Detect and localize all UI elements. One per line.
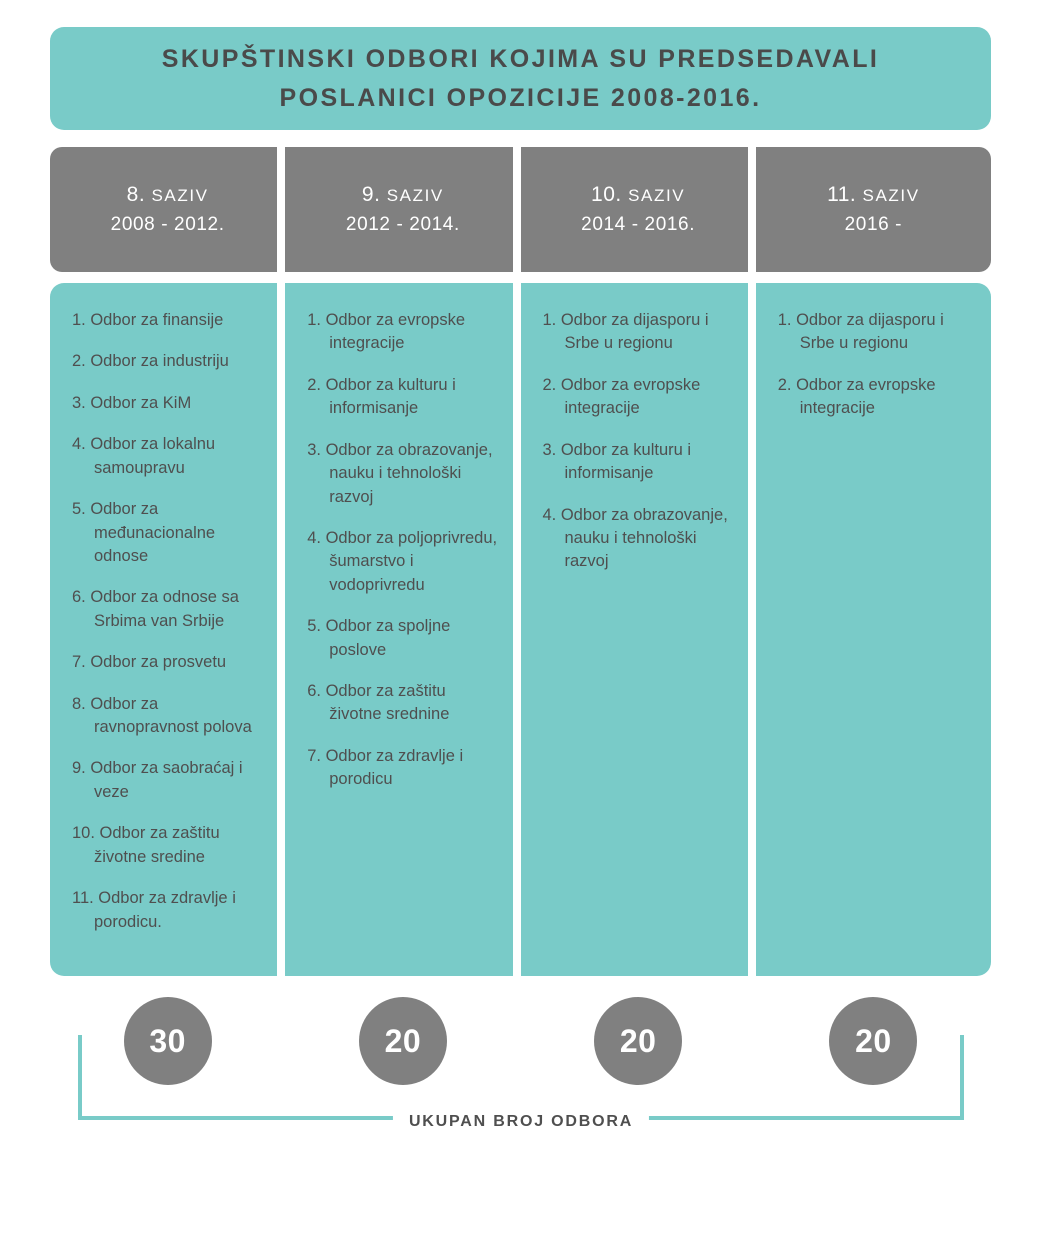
header-period-11: 2016 - xyxy=(844,214,903,235)
header-period-9: 2012 - 2014. xyxy=(345,214,460,235)
list-column-10 xyxy=(521,283,756,976)
header-number-10: 10. xyxy=(591,183,622,206)
header-column-9 xyxy=(285,147,520,272)
header-column-8 xyxy=(50,147,285,272)
list-item: 2. Odbor za kulturu i informisanje xyxy=(307,375,456,418)
list-item: 1. Odbor za dijasporu i Srbe u regionu xyxy=(542,311,709,353)
body-separator-3 xyxy=(748,275,756,985)
list-item: 6. Odbor za odnose sa Srbima van Srbije xyxy=(72,588,239,630)
list-item: 3. Odbor za KiM xyxy=(72,393,192,412)
header-period-10: 2014 - 2016. xyxy=(581,214,696,235)
list-item: 7. Odbor za zdravlje i porodicu xyxy=(307,746,464,789)
list-column-9 xyxy=(285,283,520,976)
title-banner xyxy=(50,27,991,130)
body-columns xyxy=(50,283,991,976)
list-item: 2. Odbor za industriju xyxy=(72,352,229,371)
header-title-10 xyxy=(591,183,685,207)
bracket-right-arm xyxy=(960,1035,964,1120)
list-item: 5. Odbor za spoljne poslove xyxy=(307,617,451,659)
header-title-11 xyxy=(827,183,920,207)
list-column-11 xyxy=(756,283,991,976)
list-item: 3. Odbor za kulturu i informisanje xyxy=(542,440,692,483)
list-item: 4. Odbor za poljoprivredu, šumarstvo i vodoprivredu xyxy=(307,528,498,594)
header-label-11: SAZIV xyxy=(862,186,920,205)
bracket-left-arm xyxy=(78,1035,82,1120)
list-item: 8. Odbor za ravnopravnost polova xyxy=(72,694,252,737)
list-item: 1. Odbor za finansije xyxy=(72,311,224,329)
list-item: 2. Odbor za evropske integracije xyxy=(542,375,701,418)
list-item: 3. Odbor za obrazovanje, nauku i tehnološki razvoj xyxy=(307,440,493,506)
header-separator-3 xyxy=(748,143,756,276)
header-separator-2 xyxy=(513,143,521,276)
header-separator-1 xyxy=(277,143,285,276)
list-item: 4. Odbor za obrazovanje, nauku i tehnološki razvoj xyxy=(542,505,728,571)
bracket-line-left xyxy=(78,1116,398,1120)
list-item: 4. Odbor za lokalnu samoupravu xyxy=(72,435,216,477)
bracket-line-right xyxy=(644,1116,964,1120)
header-number-8: 8. xyxy=(126,183,146,206)
header-column-10 xyxy=(521,147,756,272)
total-badge: 20 xyxy=(359,997,447,1085)
list-item: 9. Odbor za saobraćaj i veze xyxy=(72,759,243,801)
header-column-11 xyxy=(756,147,991,272)
list-item: 10. Odbor za zaštitu životne sredine xyxy=(72,824,220,866)
list-item: 7. Odbor za prosvetu xyxy=(72,653,227,672)
list-item: 1. Odbor za dijasporu i Srbe u regionu xyxy=(777,311,944,353)
total-badge: 20 xyxy=(829,997,917,1085)
header-period-8: 2008 - 2012. xyxy=(110,214,225,235)
total-badge: 30 xyxy=(124,997,212,1085)
header-label-10: SAZIV xyxy=(628,186,686,205)
header-columns xyxy=(50,147,991,272)
list-item: 2. Odbor za evropske integracije xyxy=(777,375,936,418)
list-item: 5. Odbor za međunacionalne odnose xyxy=(72,500,216,565)
title-line-1: SKUPŠTINSKI ODBORI KOJIMA SU PREDSEDAVALI xyxy=(161,44,880,73)
footer-caption: UKUPAN BROJ ODBORA xyxy=(393,1113,649,1131)
list-column-8 xyxy=(50,283,285,976)
total-badge: 20 xyxy=(594,997,682,1085)
title-line-2: POSLANICI OPOZICIJE 2008-2016. xyxy=(279,83,762,112)
header-number-11: 11. xyxy=(827,183,857,206)
header-title-9 xyxy=(362,183,444,207)
body-separator-1 xyxy=(277,275,285,985)
header-label-9: SAZIV xyxy=(386,186,444,205)
list-item: 6. Odbor za zaštitu životne srednine xyxy=(307,682,450,724)
body-separator-2 xyxy=(513,275,521,985)
header-title-8 xyxy=(127,183,209,207)
list-item: 11. Odbor za zdravlje i porodicu. xyxy=(72,889,236,931)
header-label-8: SAZIV xyxy=(151,186,209,205)
list-item: 1. Odbor za evropske integracije xyxy=(307,311,465,353)
footer-bracket xyxy=(78,1035,964,1130)
header-number-9: 9. xyxy=(361,183,381,206)
